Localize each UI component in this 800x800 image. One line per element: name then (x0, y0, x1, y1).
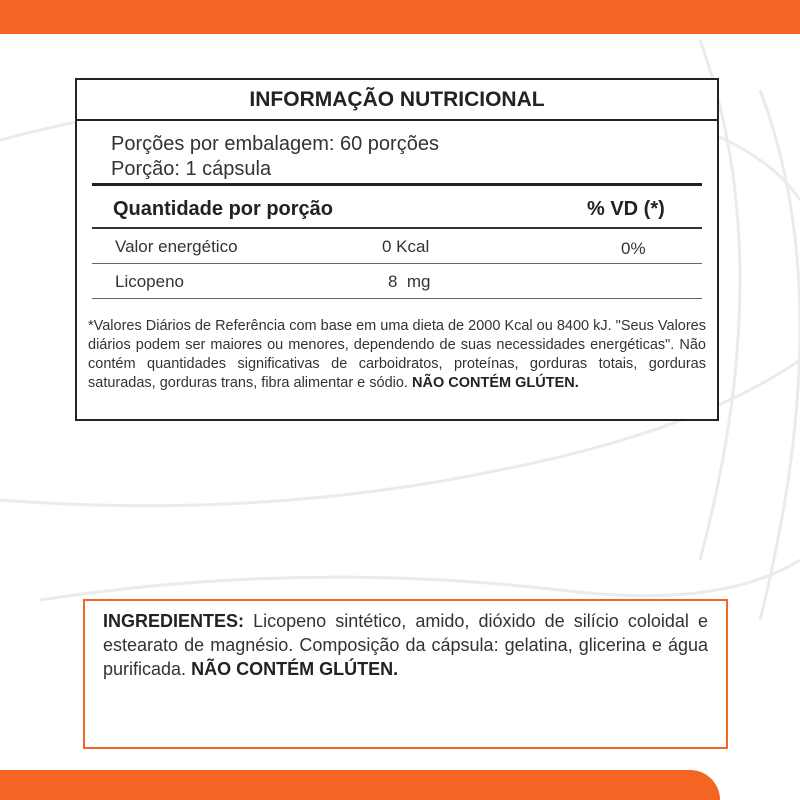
row-divider (92, 263, 702, 264)
ingredients-list: Licopeno sintético, amido, dióxido de silício coloidal e estearato de magnésio. Composição da cápsula: gelatina, glicerina e água purificada. (103, 611, 708, 679)
serving-size: Porção: 1 cápsula (111, 158, 272, 180)
nutrient-name: Valor energético (115, 237, 238, 256)
footnote (88, 317, 706, 393)
nutrient-amount: 8 mg (388, 272, 431, 291)
ingredients-box (83, 599, 728, 749)
ingredients-label: INGREDIENTES: (103, 611, 245, 631)
header-daily-value: % VD (*) (587, 198, 665, 220)
nutrition-title: INFORMAÇÃO NUTRICIONAL (77, 80, 717, 121)
gluten-warning: NÃO CONTÉM GLÚTEN. (412, 375, 579, 391)
serving-info (111, 132, 439, 182)
nutrient-dv: 0% (621, 239, 646, 258)
ingredients-text (103, 609, 708, 681)
footnote-text: *Valores Diários de Referência com base em uma dieta de 2000 Kcal ou 8400 kJ. "Seus Valores diários podem ser maiores ou menores, dependendo de suas necessidades energéticas". Não contém quantidades significativas de carboidratos, proteínas, gorduras totais, gorduras saturadas, gorduras trans, fibra alimentar e sódio. (88, 318, 706, 391)
servings-per-package: Porções por embalagem: 60 porções (111, 133, 439, 155)
nutrient-amount: 0 Kcal (382, 237, 430, 256)
row-divider (92, 298, 702, 299)
nutrient-name: Licopeno (115, 272, 185, 291)
nutrition-facts-table (75, 78, 719, 421)
header-quantity: Quantidade por porção (113, 198, 334, 220)
header-divider (92, 227, 702, 229)
bottom-accent-bar (0, 770, 720, 800)
ingredients-gluten-warning: NÃO CONTÉM GLÚTEN. (191, 659, 399, 679)
thick-divider (92, 183, 702, 186)
